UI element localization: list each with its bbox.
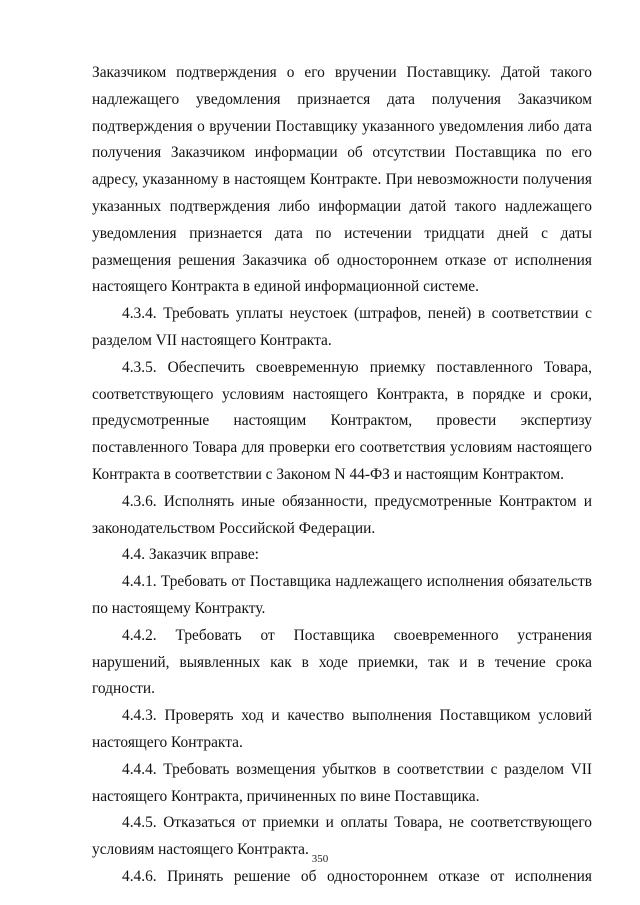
paragraph-continuation: Заказчиком подтверждения о его вручении Поставщику. Датой такого надлежащего уведомления признается дата получения Заказчиком подтверждения о вручении Поставщику указанного уведомления либо дата получения Заказчиком информации об отсутствии Поставщика по его адресу, указанному в настоящем Контракте. При невозможности получения указанных подтверждения либо информации датой такого надлежащего уведомления признается дата по истечении тридцати дней с даты размещения решения Заказчика об одностороннем отказе от исполнения настоящего Контракта в единой информационной системе. xyxy=(92,64,592,296)
paragraph-4-4-5: 4.4.5. Отказаться от приемки и оплаты Товара, не соответствующего условиям настоящего Контракта. xyxy=(92,814,592,859)
paragraph-4-4-3: 4.4.3. Проверять ход и качество выполнения Поставщиком условий настоящего Контракта. xyxy=(92,707,592,751)
paragraph-4-4-6: 4.4.6. Принять решение об одностороннем отказе от исполнения xyxy=(122,867,592,885)
paragraph-4-4: 4.4. Заказчик вправе: xyxy=(122,546,259,564)
page-number: 350 xyxy=(311,853,329,865)
paragraph-4-3-6: 4.3.6. Исполнять иные обязанности, предусмотренные Контрактом и законодательством Российской Федерации. xyxy=(92,492,592,537)
paragraph-4-4-1: 4.4.1. Требовать от Поставщика надлежащего исполнения обязательств по настоящему Контракту. xyxy=(92,573,592,617)
paragraph-4-3-5: 4.3.5. Обеспечить своевременную приемку поставленного Товара, соответствующего условиям настоящего Контракта, в порядке и сроки, предусмотренные настоящим Контрактом, провести экспертизу поставленного Товара для проверки его соответствия условиям настоящего Контракта в соответствии с Законом N 44-ФЗ и настоящим Контрактом. xyxy=(92,358,592,483)
paragraph-4-4-2: 4.4.2. Требовать от Поставщика своевременного устранения нарушений, выявленных как в ходе приемки, так и в течение срока годности. xyxy=(92,626,592,698)
paragraph-4-3-4: 4.3.4. Требовать уплаты неустоек (штрафов, пеней) в соответствии с разделом VII настоящего Контракта. xyxy=(92,305,592,349)
paragraph-4-4-4: 4.4.4. Требовать возмещения убытков в соответствии с разделом VII настоящего Контракта, причиненных по вине Поставщика. xyxy=(92,760,592,805)
document-body xyxy=(92,60,592,891)
